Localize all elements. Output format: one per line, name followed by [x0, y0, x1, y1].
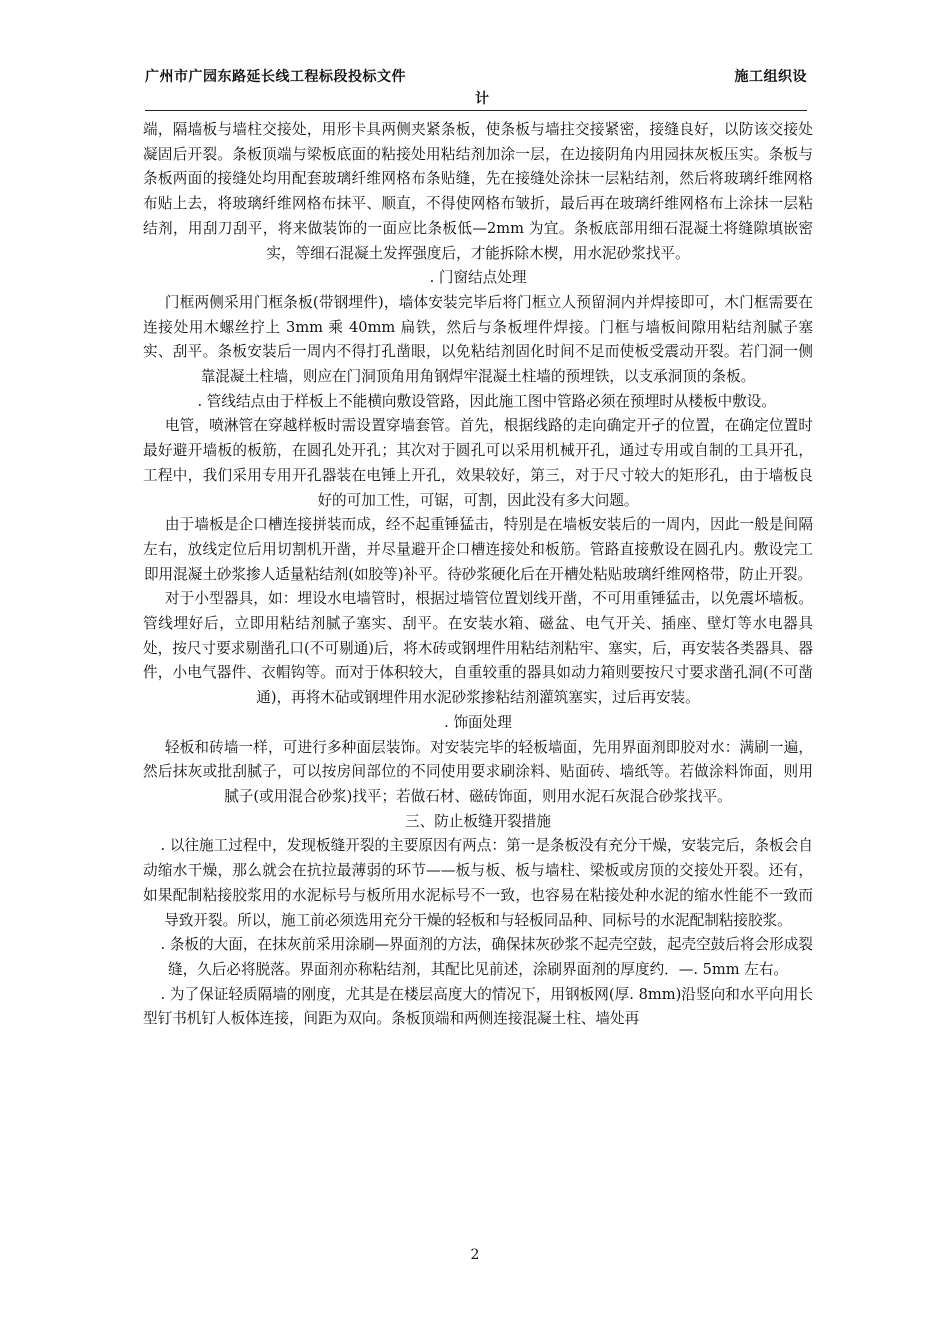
- document-body: [143, 118, 813, 1032]
- header-document-title: 广州市广园东路延长线工程标段投标文件: [145, 69, 406, 85]
- paragraph-crack-causes: . 以往施工过程中，发现板缝开裂的主要原因有两点：第一是条板没有充分干燥，安装完后，条板会自动缩水干燥，那么就会在抗拉最薄弱的环节——板与板、板与墙柱、梁板或房顶的交接处开裂。还有，如果配制粘接胶浆用的水泥标号与板所用水泥标号不一致，也容易在粘接处种水泥的缩水性能不一致而导致开裂。所以，施工前必须选用充分干燥的轻板和与轻板同品种、同标号的水泥配制粘接胶浆。: [143, 837, 813, 929]
- paragraph-surface-finish: 轻板和砖墙一样，可进行多种面层装饰。对安装完毕的轻板墙面，先用界面剂即胶对水：满刷一遍，然后抹灰或批刮腻子，可以按房间部位的不同使用要求刷涂料、贴面砖、墙纸等。若做涂料饰面，则用腻子(或用混合砂浆)找平；若做石材、磁砖饰面，则用水泥石灰混合砂浆找平。: [143, 738, 813, 805]
- paragraph-partition-joints: 端，隔墙板与墙柱交接处，用形卡具两侧夹紧条板，使条板与墙拄交接紧密，接缝良好，以防该交接处凝固后开裂。条板顶端与梁板底面的粘接处用粘结剂加涂一层，在边接阴角内用园抹灰板压实。条板与条板两面的接缝处均用配套玻璃纤维网格布条贴缝，先在接缝处涂抹一层粘结剂，然后将玻璃纤维网格布贴上去，将玻璃纤维网格布抹平、顺直，不得使网格布皱折，最后再在玻璃纤维网格布上涂抹一层粘结剂，用刮刀刮平，将来做装饰的一面应比条板低—2mm 为宜。条板底部用细石混凝土将缝隙填嵌密实，等细石混凝土发挥强度后，才能拆除木楔，用水泥砂浆找平。: [143, 121, 813, 262]
- paragraph-steel-mesh: . 为了保证轻质隔墙的刚度，尤其是在楼层高度大的情况下，用钢板网(厚. 8mm)沿竖向和水平向用长型钉书机钉人板体连接，间距为双向。条板顶端和两侧连接混凝土柱、墙处再: [143, 985, 813, 1028]
- paragraph-door-frame: 门框两侧采用门框条板(带钢埋件)，墙体安装完毕后将门框立人预留洞内并焊接即可，木门框需要在连接处用木螺丝拧上 3mm 乘 40mm 扁铁，然后与条板埋件焊接。门框与墙板间隙用粘结剂腻子塞实、刮平。条板安装后一周内不得打孔凿眼，以免粘结剂固化时间不足而使板受震动开裂。若门洞一侧靠混凝土柱墙，则应在门洞顶角用角钢焊牢混凝土柱墙的预埋铁，以支承洞顶的条板。: [143, 293, 813, 386]
- paragraph-small-fixtures: 对于小型器具，如：埋设水电墙管时，根据过墙管位置划线开凿，不可用重锤猛击，以免震坏墙板。管线埋好后，立即用粘结剂腻子塞实、刮平。在安装水箱、磁盆、电气开关、插座、壁灯等水电器具处，按尺寸要求剔凿孔口(不可剔通)后，将木砖或钢埋件用粘结剂粘牢、塞实，后，再安装各类器具、器件，小电气器件、衣帽钩等。而对于体积较大，自重较重的器具如动力箱则要按尺寸要求凿孔洞(不可凿通)，再将木砧或钢埋件用水泥砂浆掺粘结剂灌筑塞实，过后再安装。: [143, 590, 813, 707]
- header-divider: [145, 110, 807, 111]
- page-header: [145, 66, 807, 112]
- paragraph-groove-cutting: 由于墙板是企口槽连接拼装而成，经不起重锤猛击，特别是在墙板安装后的一周内，因此一般是间隔左右，放线定位后用切割机开凿，并尽量避开企口槽连接处和板筋。管路直接敷设在圆孔内。敷设完工即用混凝土砂浆掺人适量粘结剂(如胶等)补平。待砂浆硬化后在开槽处粘贴玻璃纤维网格带，防止开裂。: [143, 516, 813, 583]
- header-section-title: 施工组织设: [734, 69, 807, 85]
- heading-crack-prevention: 三、防止板缝开裂措施: [405, 812, 551, 830]
- paragraph-pipeline-joints: . 管线结点由于样板上不能横向敷设管路，因此施工图中管路必须在预埋时从楼板中敷设。: [197, 392, 776, 410]
- header-section-title-continued: 计: [475, 91, 489, 107]
- page-number: 2: [470, 1247, 480, 1263]
- paragraph-interface-agent: . 条板的大面，在抹灰前采用涂刷—界面剂的方法，确保抹灰砂浆不起壳空鼓，起壳空鼓后将会形成裂缝，久后必将脱落。界面剂亦称粘结剂，其配比见前述，涂刷界面剂的厚度约．—. 5mm 左右。: [160, 936, 813, 978]
- paragraph-conduit-openings: 电管，喷淋管在穿越样板时需设置穿墙套管。首先，根据线路的走向确定开孑的位置，在确定位置时最好避开墙板的板筋，在圆孔处开孔；其次对于圆孔可以采用机械开孔，通过专用或自制的工具开孔，工程中，我们采用专用开孔器装在电锤上开孔，效果较好，第三，对于尺寸较大的矩形孔，由于墙板良好的可加工性，可锯，可割，因此没有多大问题。: [143, 417, 813, 509]
- heading-finish-treatment: . 饰面处理: [444, 713, 512, 731]
- heading-door-window-joints: . 门窗结点处理: [429, 269, 527, 287]
